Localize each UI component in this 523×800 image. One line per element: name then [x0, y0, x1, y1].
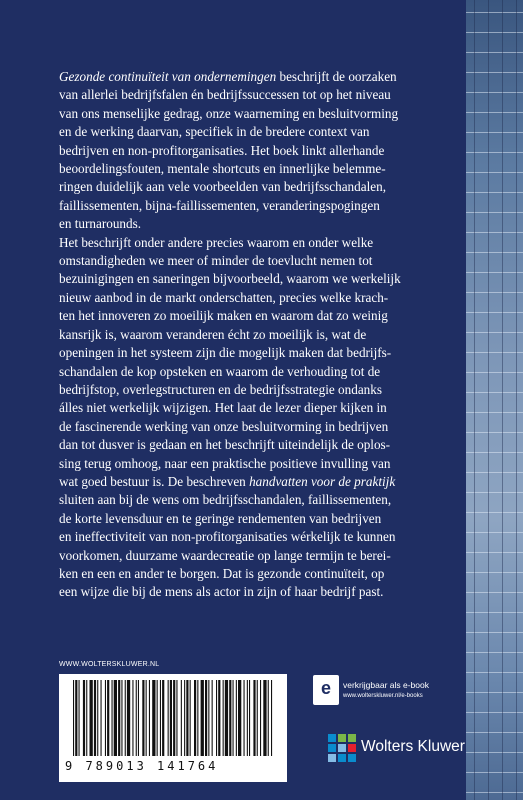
barcode-bar — [170, 680, 172, 756]
wolters-kluwer-logo-icon — [327, 733, 357, 763]
barcode-bar — [132, 680, 133, 756]
barcode-bar — [249, 680, 250, 756]
back-cover-blurb — [59, 68, 461, 602]
barcode-bar — [186, 680, 188, 756]
barcode-bar — [238, 680, 241, 756]
facade-column — [516, 0, 517, 800]
barcode-bar — [197, 680, 198, 756]
publisher-logo — [327, 733, 467, 763]
barcode-bar — [260, 680, 261, 756]
barcode-bar — [136, 680, 137, 756]
blurb-paragraph-1-text: beschrijft de oorzaken van allerlei bedrijfsfalen én bedrijfssuccessen tot op het niveau van ons menselijke gedrag, onze waarneming en besluitvorming en de werking daarvan, specifiek in de bredere context van bedrijven en non-profitorganisaties. Het boek linkt allerhande beoordelingsfouten, mentale shortcuts en innerlijke belemme- ringen duidelijk aan vele voorbeelden van bedrijfsschandalen, faillissementen, bijna-faillissementen, veranderingspogingen en turnarounds. — [59, 69, 399, 232]
barcode-bar — [271, 680, 272, 756]
publisher-website[interactable]: WWW.WOLTERSKLUWER.NL — [59, 661, 160, 668]
barcode-bars — [71, 680, 275, 758]
barcode-bar — [121, 680, 122, 756]
barcode-bar — [152, 680, 155, 756]
ebook-availability — [313, 675, 463, 707]
barcode-bar — [114, 680, 117, 756]
barcode-bar — [107, 680, 109, 756]
ebook-url[interactable]: www.wolterskluwer.nl/e-books — [343, 693, 423, 699]
barcode-bar — [157, 680, 158, 756]
barcode-bar — [112, 680, 113, 756]
barcode-bar — [236, 680, 237, 756]
publisher-name: Wolters Kluwer — [361, 738, 465, 755]
barcode-bar — [229, 680, 231, 756]
barcode-bar — [244, 680, 245, 756]
barcode-bar — [218, 680, 220, 756]
barcode-bar — [208, 680, 209, 756]
isbn-digits: 9 789013 141764 — [65, 759, 219, 773]
barcode-bar — [97, 680, 98, 756]
barcode-bar — [233, 680, 234, 756]
barcode-bar — [90, 680, 93, 756]
barcode-bar — [176, 680, 177, 756]
building-photo-strip — [466, 0, 523, 800]
barcode-bar — [181, 680, 182, 756]
barcode-bar — [73, 680, 74, 756]
barcode-bar — [257, 680, 258, 756]
barcode-bar — [268, 680, 269, 756]
barcode-bar — [86, 680, 87, 756]
barcode-bar — [118, 680, 120, 756]
barcode-bar — [83, 680, 85, 756]
barcode-bar — [142, 680, 144, 756]
barcode-bar — [216, 680, 217, 756]
barcode-bar — [149, 680, 150, 756]
barcode-bar — [253, 680, 255, 756]
barcode-bar — [194, 680, 196, 756]
barcode-bar — [138, 680, 139, 756]
barcode-bar — [75, 680, 77, 756]
barcode-bar — [125, 680, 126, 756]
barcode-bar — [168, 680, 169, 756]
barcode-bar — [101, 680, 102, 756]
barcode-bar — [190, 680, 191, 756]
barcode-bar — [146, 680, 147, 756]
barcode-bar — [263, 680, 266, 756]
blurb-paragraph-2-rest: sluiten aan bij de wens om bedrijfsschandalen, faillissementen, de korte levensduur en te geringe rendementen van bedrijven en ineffectiviteit van non-profitorganisaties wérkelijk te kunnen voorkomen, duurzame waardecreatie op lange termijn te berei- ken en een en ander te borgen. Dat is gezonde continuïteit, op een wijze die bij de mens als actor in zijn of haar bedrijf past. — [59, 492, 396, 600]
facade-column — [488, 0, 489, 800]
barcode-bar — [225, 680, 228, 756]
barcode-bar — [127, 680, 130, 756]
isbn-barcode — [59, 674, 287, 782]
barcode-bar — [247, 680, 248, 756]
blurb-paragraph-2 — [59, 234, 461, 602]
barcode-bar — [212, 680, 213, 756]
ebook-icon: e — [313, 675, 339, 705]
blurb-paragraph-1 — [59, 68, 461, 234]
ebook-title: verkrijgbaar als e-book — [343, 680, 429, 690]
barcode-bar — [79, 680, 80, 756]
blurb-paragraph-2-text: Het beschrijft onder andere precies waarom en onder welke omstandigheden we meer of minder de toevlucht nemen tot bezuinigingen en saneringen bijvoorbeeld, waarom we werkelijk nieuw aanbod in de markt onderschatten, precies welke krach- ten het innoveren zo moeilijk maken en waarom dat zo weinig kansrijk is, waarom veranderen écht zo moeilijk is, wat de openingen in het systeem zijn die mogelijk maken dat bedrijfs- schandalen de kop opsteken en waarom de verhouding tot de bedrijfstop, overlegstructuren en de bedrijfsstrategie ondanks álles niet werkelijk wijzigen. Het laat de lezer dieper kijken in de fascinerende werking van onze besluitvorming in bedrijven dan tot dusver is gedaan en het beschrijft uiteindelijk de oplos- sing terug omhoog, naar een praktische positieve invulling van wat goed bestuur is. De beschreven — [59, 234, 401, 489]
facade-column — [474, 0, 475, 800]
barcode-bar — [173, 680, 175, 756]
barcode-bar — [223, 680, 224, 756]
barcode-bar — [160, 680, 161, 756]
barcode-bar — [162, 680, 164, 756]
barcode-bar — [201, 680, 204, 756]
barcode-bar — [184, 680, 185, 756]
facade-column — [502, 0, 503, 800]
barcode-bar — [205, 680, 207, 756]
blurb-italic-phrase: handvatten voor de praktijk — [249, 473, 396, 489]
barcode-bar — [105, 680, 106, 756]
barcode-bar — [94, 680, 96, 756]
book-title-italic: Gezonde continuïteit van ondernemingen — [59, 69, 277, 84]
